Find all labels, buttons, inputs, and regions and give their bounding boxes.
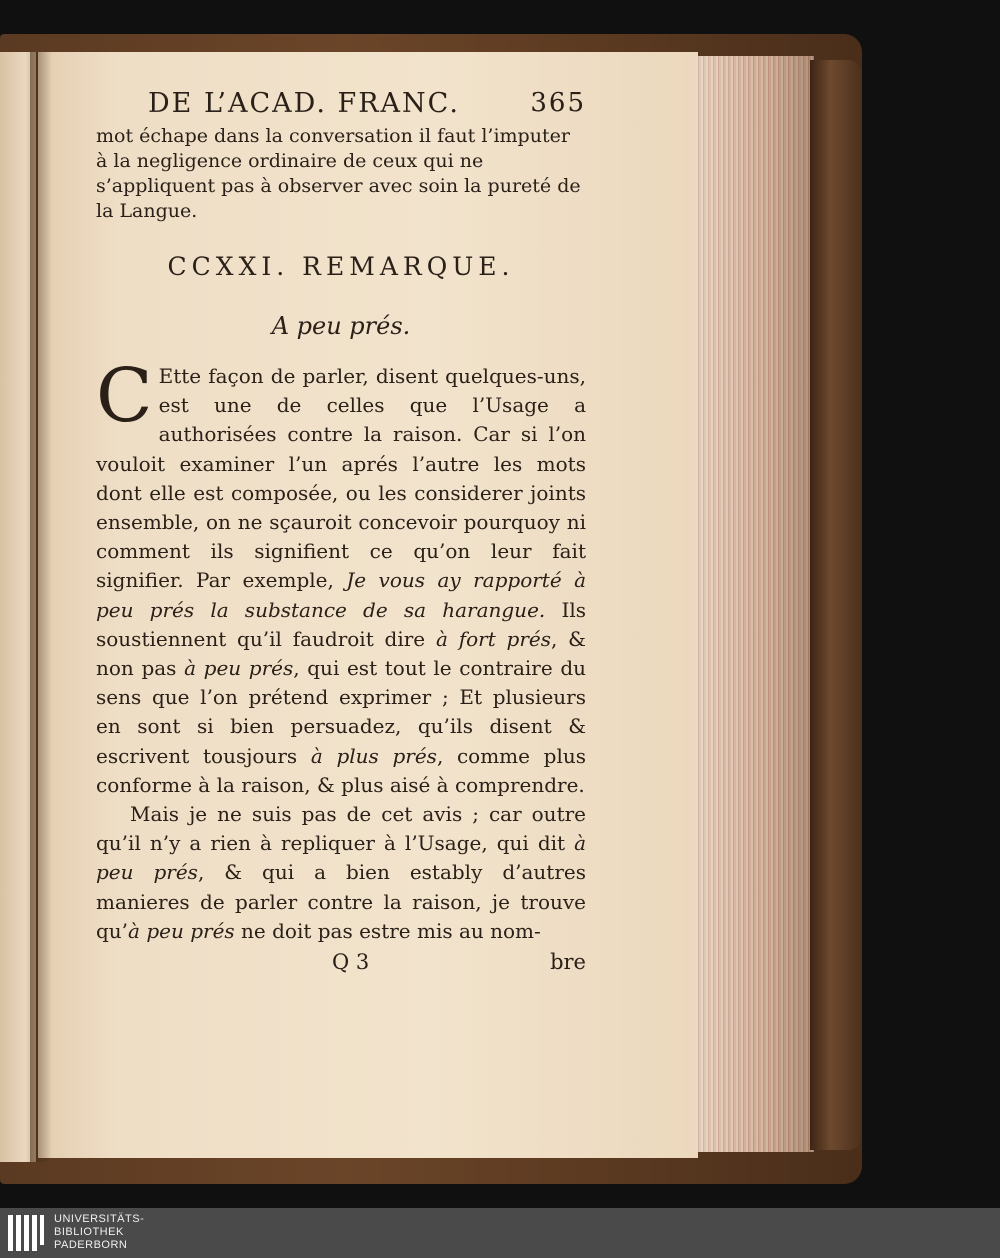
library-name-line-1: UNIVERSITÄTS- (54, 1213, 145, 1225)
library-name-line-3: PADERBORN (54, 1239, 128, 1251)
para1-italic-2: à fort prés (435, 626, 552, 651)
drop-capital: C (96, 353, 153, 439)
para2-text-a: Mais je ne suis pas de cet avis ; car outre qu’il n’y a rien à repliquer à l’Usage, qui dit (96, 802, 586, 856)
para1-italic-4: à plus prés (310, 743, 437, 768)
book-spine (810, 60, 862, 1150)
signature-mark: Q 3 (332, 950, 370, 975)
remark-subtitle: A peu prés. (271, 312, 411, 340)
para1-text-c: , & non pas (96, 626, 586, 681)
page-number: 365 (530, 88, 586, 118)
paragraph-1 (96, 353, 587, 800)
para2-italic-1: à peu prés (96, 831, 587, 885)
para2-text-c: ne doit pas estre mis au nom- (241, 918, 541, 943)
library-footer-bar (0, 1208, 1000, 1258)
catchword: bre (550, 950, 586, 975)
library-logo-icon (6, 1213, 46, 1253)
para2-italic-2: à peu prés (128, 918, 235, 943)
page-footer (96, 950, 586, 980)
continuation-paragraph: mot échape dans la conversation il faut l’imputer à la negligence ordinaire de ceux qui ne s’appliquent pas à observer avec soin la pureté de la Langue. (96, 125, 581, 222)
para1-italic-3: à peu prés (184, 656, 294, 681)
paragraph-2 (96, 800, 586, 946)
para1-text-d: , qui est tout le contraire du sens que l’on prétend exprimer ; Et plusieurs en sont si bien persuadez, qu’ils disent & escrivent tousjours (96, 656, 587, 768)
section-title: CCXXI. REMARQUE. (167, 252, 515, 281)
gutter-shadow (30, 52, 52, 1162)
library-name (54, 1213, 144, 1252)
library-name-line-2: BIBLIOTHEK (54, 1226, 124, 1238)
para2-text-b: , & qui a bien estably d’autres manieres de parler contre la raison, je trouve qu’ (96, 860, 587, 943)
running-head (96, 84, 586, 124)
para1-text-e: , comme plus conforme à la raison, & plus aisé à comprendre. (96, 743, 586, 797)
page-edges-shade (696, 56, 814, 1152)
text-block (96, 84, 586, 980)
para1-example: Je vous ay rapporté à peu prés la substance de sa harangue. (96, 568, 587, 622)
running-title: DE L’ACAD. FRANC. (148, 88, 460, 119)
para1-text-b: Ils soustiennent qu’il faudroit dire (96, 597, 586, 651)
para1-text-a: Ette façon de parler, disent quelques-uns, est une de celles que l’Usage a authorisées contre la raison. Car si l’on vouloit examiner l’un aprés l’autre les mots dont elle est composée, ou les considerer joints ensemble, on ne sçauroit concevoir pourquoy ni comment ils signifient ce qu’on leur fait signifier. Par exemple, (96, 364, 586, 593)
